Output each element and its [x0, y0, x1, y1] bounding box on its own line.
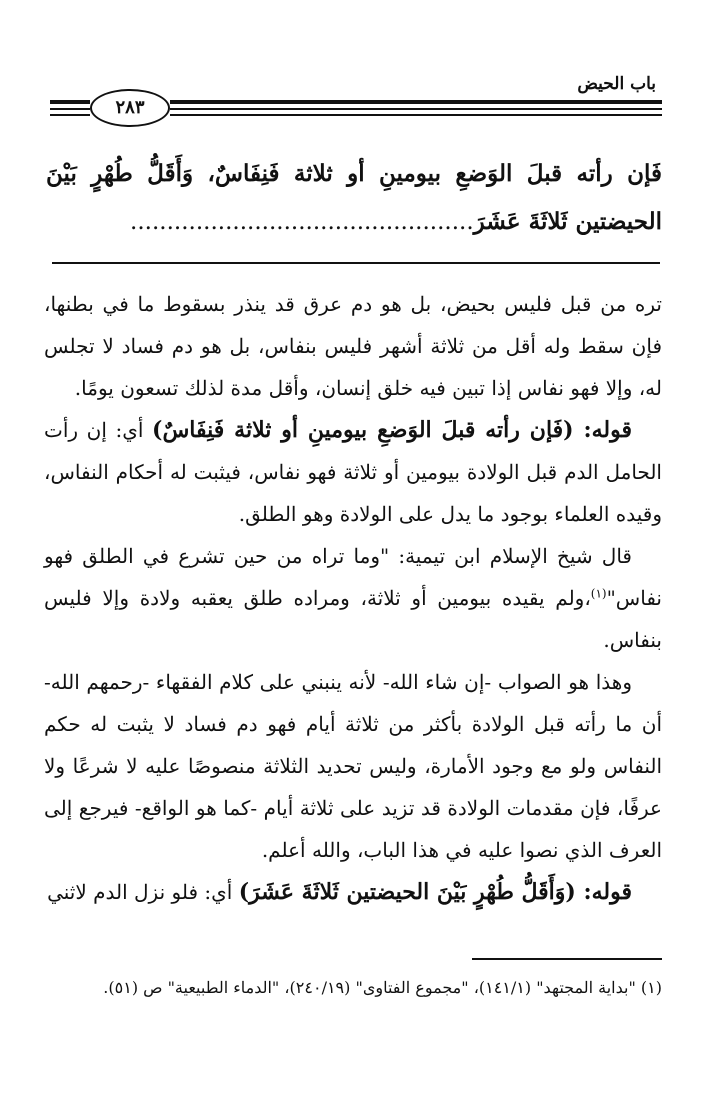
running-head: باب الحيض [577, 74, 656, 94]
paragraph-2-label: قوله: (فَإن رأته قبلَ الوَضعِ بيومينِ أو ثلاثة فَنِفَاسٌ) [152, 417, 632, 443]
matn-dots: ............................................... [130, 209, 474, 235]
header-rule-left-thin [50, 108, 90, 110]
paragraph-1: تره من قبل فليس بحيض، بل هو دم عرق قد ينذر بسقوط ما في بطنها، فإن سقط وله أقل من ثلاثة أشهر فليس بنفاس، بل هو دم فساد لا تجلس له، وإلا فهو نفاس إذا تبين فيه خلق إنسان، وأقل مدة لذلك تسعون يومًا. [44, 292, 662, 400]
footnote-reference: (١) [590, 586, 607, 601]
paragraph-5-label: قوله: (وَأَقَلُّ طُهْرٍ بَيْنَ الحيضتين ثَلاثَةَ عَشَرَ) [238, 879, 632, 905]
footnote: (١) "بداية المجتهد" (١٤١/١)، "مجموع الفتاوى" (٢٤٠/١٩)، "الدماء الطبيعية" ص (٥١). [103, 978, 662, 997]
footnote-divider [472, 958, 662, 960]
header-rule-right-thin [170, 108, 662, 110]
paragraph-2 [44, 409, 662, 535]
header-rule-left [50, 100, 90, 104]
paragraph-5 [44, 871, 662, 913]
matn-text-block [46, 150, 662, 246]
page-number: ٢٨٣ [90, 89, 170, 127]
paragraph-2-text: أي: إن رأت الحامل الدم قبل الولادة بيومين أو ثلاثة فهو نفاس، فيثبت له أحكام النفاس، وقيده العلماء بوجود ما يدل على الولادة وهو الطلق. [44, 418, 662, 526]
header-rule-right-thin-2 [170, 114, 662, 116]
matn-divider [52, 262, 660, 264]
header-rule-right [170, 100, 662, 104]
matn-text: فَإن رأته قبلَ الوَضعِ بيومينِ أو ثلاثة فَنِفَاسٌ، وَأَقَلُّ طُهْرٍ بَيْنَ الحيضتين ثَلاثَةَ عَشَرَ [46, 160, 662, 235]
paragraph-3-text-b: ،ولم يقيده بيومين أو ثلاثة، ومراده طلق يعقبه ولادة وإلا فليس بنفاس. [44, 586, 662, 652]
paragraph-3 [44, 535, 662, 661]
commentary-body [44, 283, 662, 913]
paragraph-5-text: أي: فلو نزل الدم لاثني [47, 880, 239, 904]
paragraph-4: وهذا هو الصواب -إن شاء الله- لأنه ينبني على كلام الفقهاء -رحمهم الله- أن ما رأته قبل الولادة بأكثر من ثلاثة أيام فهو دم فساد لا يثبت له حكم النفاس ولو مع وجود الأمارة، وليس تحديد الثلاثة منصوصًا عليه لا شرعًا ولا عرفًا، فإن مقدمات الولادة قد تزيد على ثلاثة أيام -كما هو الواقع- فيرجع إلى العرف الذي نصوا عليه في هذا الباب، والله أعلم. [44, 670, 662, 862]
header-rule-left-thin-2 [50, 114, 90, 116]
paragraph-3-text-a: قال شيخ الإسلام ابن تيمية: "وما تراه من حين تشرع في الطلق فهو نفاس" [44, 544, 662, 610]
